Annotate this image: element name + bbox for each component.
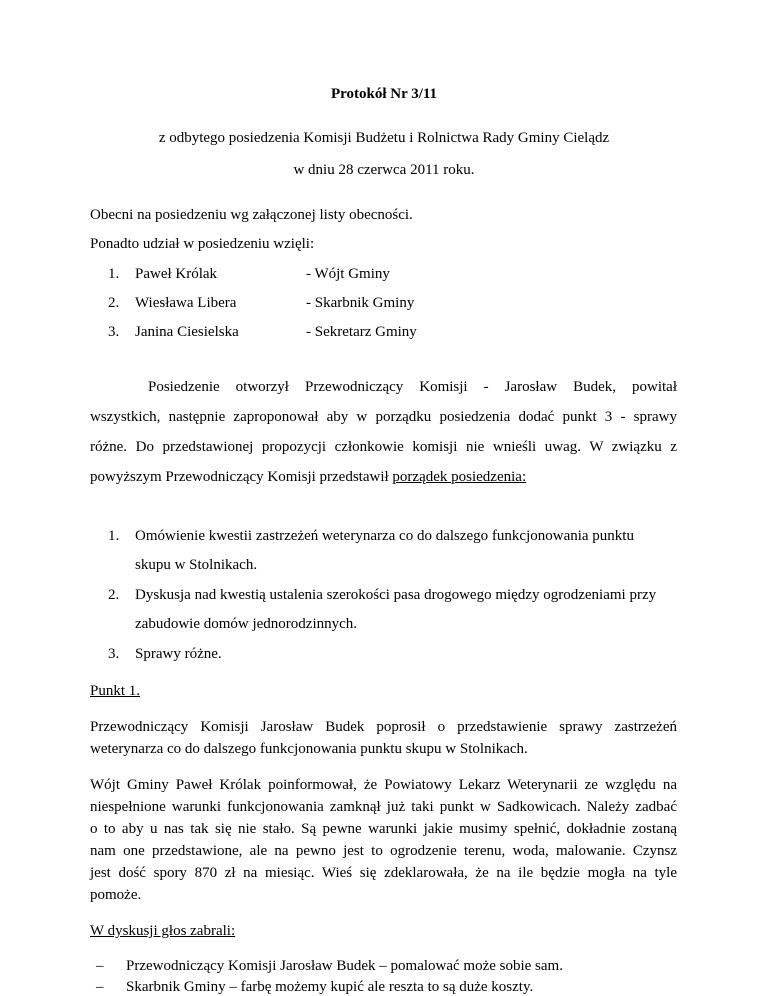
discussion-text: Skarbnik Gminy – farbę możemy kupić ale reszta to są duże koszty.: [126, 979, 534, 995]
attendee-name: Janina Ciesielska: [135, 324, 239, 340]
document-title: Protokół Nr 3/11: [330, 86, 438, 102]
agenda-text-continued: skupu w Stolnikach.: [135, 557, 258, 573]
attendee-role: - Skarbnik Gminy: [306, 295, 415, 311]
paragraph-line: jest dość spory 870 zł na miesiąc. Wieś się zdeklarowała, że na ile będzie mogła na tyle: [90, 865, 677, 881]
paragraph-line: Posiedzenie otworzył Przewodniczący Komisji - Jarosław Budek, powitał: [148, 379, 677, 395]
paragraph-line: różne. Do przedstawionej propozycji członkowie komisji nie wnieśli uwag. W związku z: [90, 439, 677, 455]
agenda-text: Dyskusja nad kwestią ustalenia szerokości pasa drogowego między ogrodzeniami przy: [135, 587, 657, 603]
attendee-role: - Wójt Gminy: [306, 266, 390, 282]
document-date: w dniu 28 czerwca 2011 roku.: [293, 162, 475, 178]
paragraph-line: weterynarza co do dalszego funkcjonowania punktu skupu w Stolnikach.: [90, 741, 528, 757]
agenda-text-continued: zabudowie domów jednorodzinnych.: [135, 616, 358, 632]
agenda-number: 1.: [108, 528, 120, 544]
paragraph-line: niespełnione warunki funkcjonowania zamknął już taki punkt w Sadkowicach. Należy zadbać: [90, 799, 677, 815]
paragraph-line: Wójt Gminy Paweł Królak poinformował, że Powiatowy Lekarz Weterynarii ze względu na: [90, 777, 677, 793]
agenda-text: Omówienie kwestii zastrzeżeń weterynarza co do dalszego funkcjonowania punktu: [135, 528, 634, 544]
attendance-extra-line: Ponadto udział w posiedzeniu wzięli:: [90, 236, 315, 252]
paragraph-text: powyższym Przewodniczący Komisji przedstawił: [90, 469, 393, 485]
section-heading: Punkt 1.: [90, 683, 141, 699]
dash-bullet: –: [96, 979, 104, 995]
paragraph-line: Przewodniczący Komisji Jarosław Budek poprosił o przedstawienie sprawy zastrzeżeń: [90, 719, 677, 735]
discussion-text: Przewodniczący Komisji Jarosław Budek – pomalować może sobie sam.: [126, 958, 563, 974]
agenda-text: Sprawy różne.: [135, 646, 222, 662]
attendee-name: Paweł Królak: [135, 266, 218, 282]
agenda-number: 2.: [108, 587, 120, 603]
attendee-number: 3.: [108, 324, 120, 340]
agenda-number: 3.: [108, 646, 120, 662]
document-subtitle: z odbytego posiedzenia Komisji Budżetu i Rolnictwa Rady Gminy Cielądz: [158, 130, 610, 146]
attendee-number: 1.: [108, 266, 120, 282]
dash-bullet: –: [96, 958, 104, 974]
paragraph-line: [90, 469, 526, 486]
agenda-heading: porządek posiedzenia:: [392, 469, 527, 485]
attendance-line: Obecni na posiedzeniu wg załączonej listy obecności.: [90, 207, 413, 223]
attendee-role: - Sekretarz Gminy: [306, 324, 417, 340]
paragraph-line: pomoże.: [90, 887, 142, 903]
attendee-name: Wiesława Libera: [135, 295, 237, 311]
attendee-number: 2.: [108, 295, 120, 311]
paragraph-line: wszystkich, następnie zaproponował aby w porządku posiedzenia dodać punkt 3 - sprawy: [90, 409, 677, 425]
paragraph-line: nam one przedstawione, ale na pewno jest to ogrodzenie terenu, woda, malowanie. Czynsz: [90, 843, 677, 859]
paragraph-line: o to aby u nas tak się nie stało. Są pewne warunki jakie musimy spełnić, dokładnie zostaną: [90, 821, 677, 837]
discussion-heading: W dyskusji głos zabrali:: [90, 923, 236, 939]
